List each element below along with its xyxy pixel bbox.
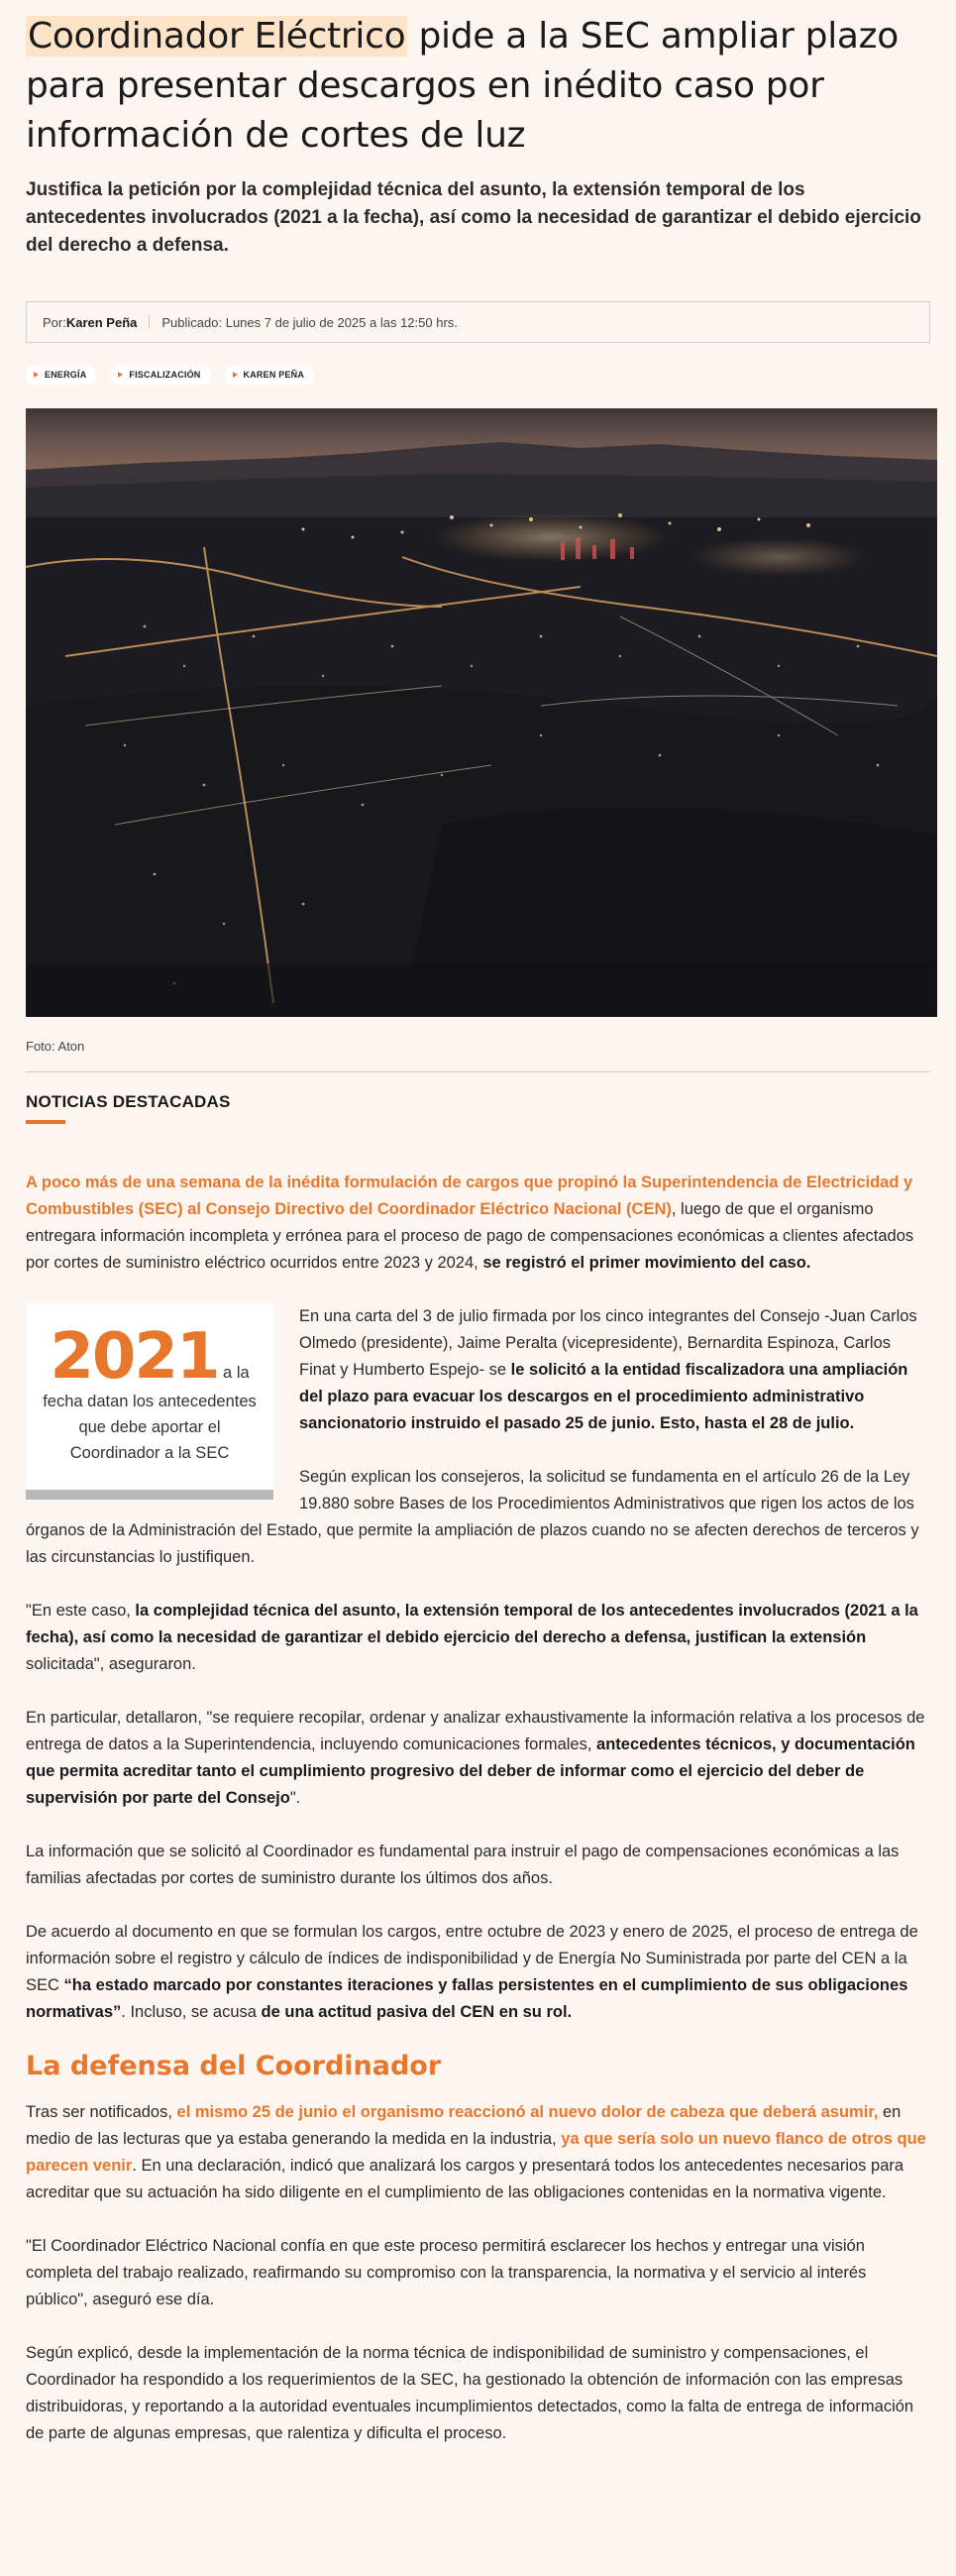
- paragraph-3: Según explican los consejeros, la solicitud se fundamenta en el artículo 26 de la Ley 19.880 sobre Bases de los Procedimientos Administrativos que rigen los actos de los órganos de la Administración del Estado, que permite la ampliación de plazos cuando no se afecten derechos de terceros y las circunstancias lo justifiquen.: [26, 1468, 919, 1566]
- fact-number: 2021: [50, 1320, 219, 1394]
- tag-arrow-icon: [34, 372, 39, 378]
- byline-divider: [149, 315, 150, 329]
- tag-karen-pena[interactable]: KAREN PEÑA: [225, 365, 315, 385]
- paragraph-9: "El Coordinador Eléctrico Nacional confía en que este proceso permitirá esclarecer los hechos y entregar una visión completa del trabajo realizado, reafirmando su compromiso con la transparencia, la normativa y el servicio al interés público", aseguró ese día.: [26, 2237, 867, 2308]
- byline-box: [26, 301, 930, 343]
- title-rest: pide a la SEC ampliar plazo para presentar descargos en inédito caso por información de cortes de luz: [26, 16, 899, 156]
- tag-fiscalizacion[interactable]: FISCALIZACIÓN: [110, 365, 210, 385]
- byline-prefix: Por:: [43, 314, 66, 330]
- city-night-illustration: [26, 408, 937, 1017]
- factbox-section: [26, 1303, 930, 1598]
- link-lead[interactable]: A poco más de una semana de la inédita formulación de cargos que propinó la Superintendencia de Electricidad y Combustibles (SEC) al Consejo Directivo del Coordinador Eléctrico Nacional (CEN): [26, 1174, 913, 1218]
- article-title: [26, 12, 930, 161]
- fact-text: fecha datan los antecedentes que debe aportar el Coordinador a la SEC: [43, 1393, 257, 1462]
- article-body: [26, 1170, 930, 2447]
- title-highlight: Coordinador Eléctrico: [28, 16, 406, 56]
- image-caption: Foto: Aton: [26, 1039, 85, 1054]
- article-subtitle: Justifica la petición por la complejidad técnica del asunto, la extensión temporal de los antecedentes involucrados (2021 a la fecha), así como la necesidad de garantizar el debido ejercicio del derecho a defensa.: [26, 179, 921, 256]
- publish-date: Publicado: Lunes 7 de julio de 2025 a las 12:50 hrs.: [161, 314, 458, 330]
- fact-box: [26, 1303, 273, 1500]
- featured-news-title[interactable]: NOTICIAS DESTACADAS: [26, 1092, 231, 1111]
- paragraph-1: A poco más de una semana de la inédita formulación de cargos que propinó la Superintendencia de Electricidad y Combustibles (SEC) al Consejo Directivo del Coordinador Eléctrico Nacional (CEN), luego de que el organismo entregara información incompleta y errónea para el proceso de pago de compensaciones económicas a clientes afectados por cortes de suministro eléctrico ocurridos entre 2023 y 2024, se registró el primer movimiento del caso.: [26, 1174, 914, 1272]
- hero-image: [26, 408, 937, 1017]
- paragraph-2: En una carta del 3 de julio firmada por los cinco integrantes del Consejo -Juan Carlos Olmedo (presidente), Jaime Peralta (vicepresidente), Bernardita Espinoza, Carlos Finat y Humberto Espejo- se le solicitó a la entidad fiscalizadora una ampliación del plazo para evacuar los descargos en el procedimiento administrativo sancionatorio instruido el pasado 25 de junio. Esto, hasta el 28 de julio.: [299, 1307, 917, 1432]
- tag-energia[interactable]: ENERGÍA: [26, 365, 96, 385]
- featured-underline: [26, 1120, 65, 1124]
- fact-text-inline: a la: [218, 1364, 250, 1382]
- paragraph-4: "En este caso, la complejidad técnica del asunto, la extensión temporal de los antecedentes involucrados (2021 a la fecha), así como la necesidad de garantizar el debido ejercicio del derecho a defensa, justifican la extensión solicitada", aseguraron.: [26, 1602, 918, 1673]
- tag-arrow-icon: [233, 372, 238, 378]
- tag-arrow-icon: [118, 372, 123, 378]
- article-page: [0, 12, 956, 2447]
- paragraph-10: Según explicó, desde la implementación de la norma técnica de indisponibilidad de suministro y compensaciones, el Coordinador ha respondido a los requerimientos de la SEC, ha gestionado la obtención de información con las empresas distribuidoras, y reportando a la autoridad eventuales incumplimientos detectados, como la falta de entrega de información de parte de algunas empresas, que ralentiza y dificulta el proceso.: [26, 2344, 914, 2442]
- section-divider: [26, 1071, 930, 1072]
- paragraph-6: La información que se solicitó al Coordinador es fundamental para instruir el pago de compensaciones económicas a las familias afectadas por cortes de suministro durante los últimos dos años.: [26, 1843, 900, 1887]
- link-new-front[interactable]: ya que sería solo un nuevo flanco de otros que parecen venir: [26, 2130, 926, 2175]
- paragraph-5: En particular, detallaron, "se requiere recopilar, ordenar y analizar exhaustivamente la información relativa a los procesos de entrega de datos a la Superintendencia, incluyendo comunicaciones formales, antecedentes técnicos, y documentación que permita acreditar tanto el cumplimiento progresivo del deber de informar como el ejercicio del deber de supervisión por parte del Consejo".: [26, 1709, 925, 1807]
- author-name[interactable]: Karen Peña: [65, 314, 138, 330]
- fact-headline: [42, 1320, 258, 1394]
- paragraph-7: De acuerdo al documento en que se formulan los cargos, entre octubre de 2023 y enero de 2025, el proceso de entrega de información sobre el registro y cálculo de índices de indisponibilidad y de Energía No Suministrada por parte del CEN a la SEC “ha estado marcado por constantes iteraciones y fallas persistentes en el cumplimiento de sus obligaciones normativas”. Incluso, se acusa de una actitud pasiva del CEN en su rol.: [26, 1923, 918, 2021]
- section-heading-defensa: La defensa del Coordinador: [26, 2051, 442, 2081]
- paragraph-8: Tras ser notificados, el mismo 25 de junio el organismo reaccionó al nuevo dolor de cabeza que deberá asumir, en medio de las lecturas que ya estaba generando la medida en la industria, ya que sería solo un nuevo flanco de otros que parecen venir. En una declaración, indicó que analizará los cargos y presentará todos los antecedentes necesarios para acreditar que su actuación ha sido diligente en el cumplimiento de las obligaciones contenidas en la normativa vigente.: [26, 2103, 926, 2201]
- link-reaction[interactable]: el mismo 25 de junio el organismo reaccionó al nuevo dolor de cabeza que deberá asumir,: [176, 2103, 879, 2121]
- tag-list: [26, 365, 930, 385]
